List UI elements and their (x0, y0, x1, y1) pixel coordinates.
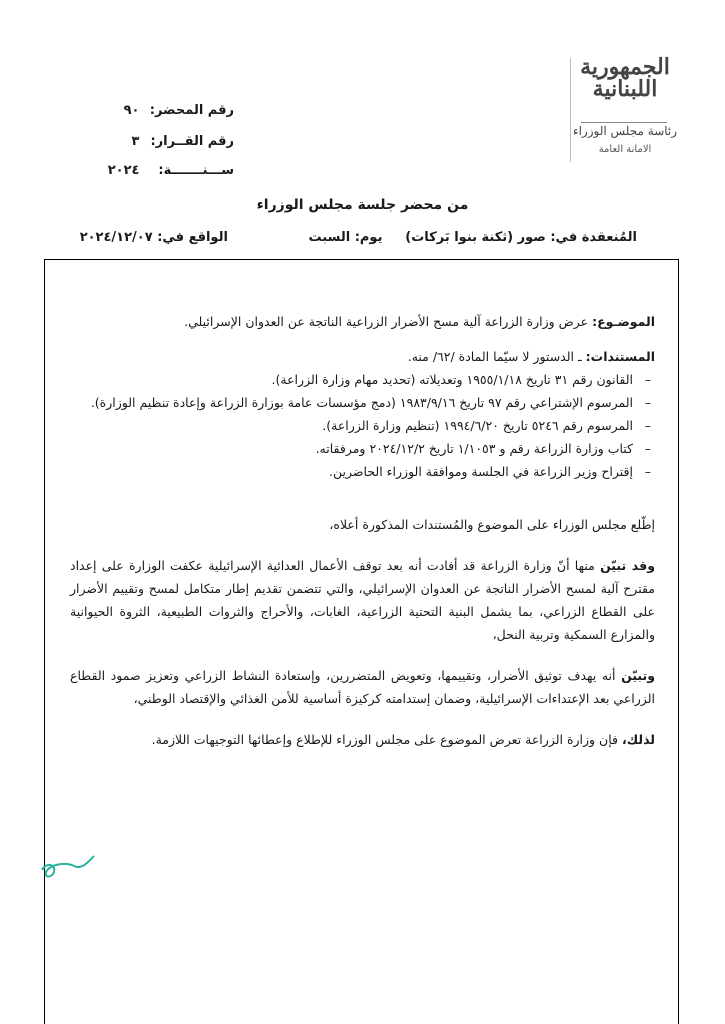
findings-lead: وقد تبيّن (600, 558, 655, 573)
republic-emblem: الجمهورية اللبنانية (580, 54, 670, 102)
reference-item: – إقتراح وزير الزراعة في الجلسة وموافقة الوزراء الحاضرين. (70, 460, 633, 483)
content-frame-right (678, 259, 679, 1024)
department-name: الامانة العامة (598, 144, 652, 155)
office-name: رئاسة مجلس الوزراء (572, 124, 678, 138)
year-label: ســـنـــــــة: (158, 163, 234, 178)
year-value: ٢٠٢٤ (107, 163, 140, 178)
references-header (70, 345, 655, 368)
subject-text: عرض وزارة الزراعة آلية مسح الأضرار الزراعية الناتجة عن العدوان الإسرائيلي. (184, 314, 589, 329)
goals-lead: وتبيّن (621, 668, 655, 683)
document-body (70, 310, 655, 751)
minutes-label: رقم المحضر: (149, 103, 234, 118)
year (94, 163, 234, 178)
paragraph-reviewed: إطّلع مجلس الوزراء على الموضوع والمُستندات المذكورة أعلاه، (329, 517, 655, 532)
emblem-underline (581, 122, 667, 123)
reference-constitution: ـ الدستور لا سيّما المادة /٦٢/ منه. (407, 349, 582, 364)
goals-text: أنه يهدف توثيق الأضرار، وتقييمها، وتعويض المتضررين، وإستعادة النشاط الزراعي وتعزيز صمود القطاع الزراعي بعد الإعتداءات الإسرائيلية، وضمان إستدامته كركيزة أساسية للأمن الغذائي والإقتصاد الوطني، (70, 668, 655, 706)
session-day: يوم: السبت (308, 230, 383, 245)
signature-mark (38, 848, 98, 888)
findings-text: منها أنّ وزارة الزراعة قد أفادت أنه بعد توقف الأعمال العدائية الإسرائيلية عكفت الوزارة على إعداد مقترح آلية لمسح الأضرار الناتجة عن العدوان الإسرائيلي، والتي تتضمن تقديم إطار متكامل لمسح وتقييم الأضرار على القطاع الزراعي، بما يشمل البنية التحتية الزراعية، الغابات، والأحراج والثروات الطبيعية، الثروة الحيوانية والمزارع السمكية وتربية النحل، (70, 558, 655, 642)
content-frame-top (44, 259, 678, 260)
paragraph-conclusion (70, 728, 655, 751)
conclusion-text: فإن وزارة الزراعة تعرض الموضوع على مجلس الوزراء للإطلاع وإعطائها التوجيهات اللازمة. (151, 732, 622, 747)
session-info (67, 230, 637, 245)
paragraph-goals (70, 664, 655, 710)
minutes-value: ٩٠ (123, 103, 140, 118)
decision-value: ٣ (131, 134, 140, 149)
decision-number (94, 134, 234, 149)
document-title: من محضر جلسة مجلس الوزراء (256, 197, 469, 213)
session-location: المُنعقدة في: صور (ثكنة بنوا بَركات) (405, 230, 637, 245)
reference-item: – المرسوم رقم ٥٢٤٦ تاريخ ١٩٩٤/٦/٢٠ (تنظيم وزارة الزراعة). (70, 414, 633, 437)
reference-item: – كتاب وزارة الزراعة رقم و ١/١٠٥٣ تاريخ ٢٠٢٤/١٢/٢ ومرفقاته. (70, 437, 633, 460)
references-label: المستندات: (585, 349, 655, 364)
reference-item: – المرسوم الإشتراعي رقم ٩٧ تاريخ ١٩٨٣/٩/١٦ (دمج مؤسسات عامة بوزارة الزراعة وإعادة تنظيم الوزارة). (70, 391, 633, 414)
subject-label: الموضـوع: (592, 314, 655, 329)
content-frame-left (44, 259, 45, 1024)
minutes-number (94, 103, 234, 118)
decision-label: رقم القــرار: (150, 134, 234, 149)
conclusion-lead: لذلك، (622, 732, 655, 747)
session-date: الواقع في: ٢٠٢٤/١٢/٠٧ (79, 230, 228, 245)
subject (70, 310, 655, 333)
reference-item: – القانون رقم ٣١ تاريخ ١٩٥٥/١/١٨ وتعديلاته (تحديد مهام وزارة الزراعة). (70, 368, 633, 391)
references-list (70, 368, 655, 483)
paragraph-findings (70, 554, 655, 646)
